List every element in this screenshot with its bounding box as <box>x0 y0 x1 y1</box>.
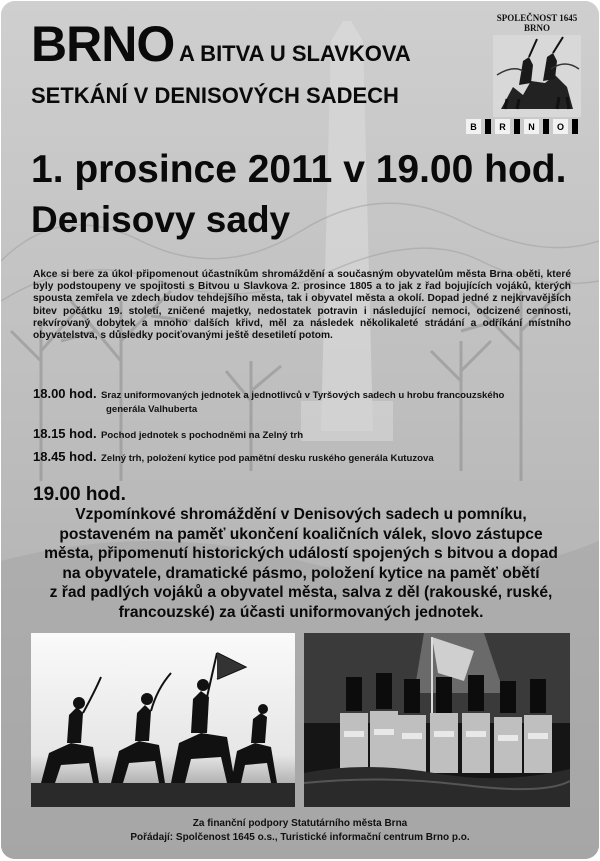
schedule-time: 18.00 hod. <box>33 386 97 401</box>
grenadiers-with-flag-photo <box>304 633 570 807</box>
intro-paragraph: Akce si bere za úkol připomenout účastníkům shromáždění a současným obyvatelům města Brna oběti, které byly podstoupeny ve spojitosti s Bitvou u Slavkova 2. prosince 1805 a to jak z řad bojujících vojáků, kterých spousta zemřela ve zdech budov tehdejšího města, tak i obyvatel města a okolí. Dopad jedné z nejkrvavějších bitev počátku 19. století, zničené majetky, nedostatek potravin i následující nemoci, odcizené cennosti, rekvírovaný dobytek a mnoho dalších křivd, měl za následek několikaleté strádání a odříkání místního obyvatelstva, s důsledky pociťovanými ještě desetiletí potom. <box>33 269 571 342</box>
poster <box>1 1 599 859</box>
schedule-item <box>33 448 434 466</box>
tile-divider <box>572 119 578 134</box>
brno-logo-tiles <box>466 119 578 134</box>
main-event-description <box>23 505 579 623</box>
main-event-line: z řad padlých vojáků a obyvatel města, salva z děl (rakouské, ruské, <box>49 584 553 602</box>
main-event-line: francouzské) za účasti uniformovaných jednotek. <box>118 603 484 621</box>
title-brno: BRNO <box>31 16 175 72</box>
schedule-desc: Sraz uniformovaných jednotek a jednotlivců v Tyršových sadech u hrobu francouzského <box>101 390 505 401</box>
tile-n: N <box>524 119 539 134</box>
schedule-time: 18.45 hod. <box>33 449 97 464</box>
tile-divider <box>543 119 549 134</box>
schedule-desc-cont: generála Valhuberta <box>106 404 198 415</box>
schedule-time: 18.15 hod. <box>33 426 97 441</box>
schedule-desc: Zelný trh, položení kytice pod pamětní desku ruského generála Kutuzova <box>101 453 434 464</box>
title-bitva: A BITVA U SLAVKOVA <box>179 41 411 66</box>
event-venue: Denisovy sady <box>31 199 291 240</box>
schedule-item <box>33 425 303 443</box>
tile-divider <box>485 119 491 134</box>
tile-b: B <box>466 119 481 134</box>
footer-organizers: Pořádají: Spolčenost 1645 o.s., Turistické informační centrum Brno p.o. <box>130 832 470 843</box>
event-date: 1. prosince 2011 v 19.00 hod. <box>31 148 567 191</box>
cavalry-rider-emblem-icon <box>493 35 581 117</box>
tile-divider <box>514 119 520 134</box>
main-event-line: Vzpomínkové shromáždění v Denisových sadech u pomníku, <box>75 506 527 523</box>
schedule-item <box>33 387 573 402</box>
tile-r: R <box>495 119 510 134</box>
main-event-line: na obyvatele, dramatické pásmo, položení kytice na paměť obětí <box>62 564 540 582</box>
schedule-desc: Pochod jednotek s pochodněmi na Zelný trh <box>101 430 304 441</box>
main-event-time: 19.00 hod. <box>33 484 126 505</box>
main-event-line: města, připomenutí historických událostí spojených s bitvou a dopad <box>44 545 558 563</box>
society-logo <box>487 13 587 133</box>
subtitle: SETKÁNÍ V DENISOVÝCH SADECH <box>31 83 399 108</box>
footer-support: Za finanční podpory Statutárního města Brna <box>192 818 408 829</box>
logo-line2: BRNO <box>523 23 550 33</box>
cavalry-silhouettes-photo <box>31 633 295 807</box>
logo-line1: SPOLEČNOST 1645 <box>496 13 578 23</box>
tile-o: O <box>553 119 568 134</box>
main-event-line: postaveném na paměť ukončení koaličních válek, slovo zástupce <box>59 525 543 543</box>
